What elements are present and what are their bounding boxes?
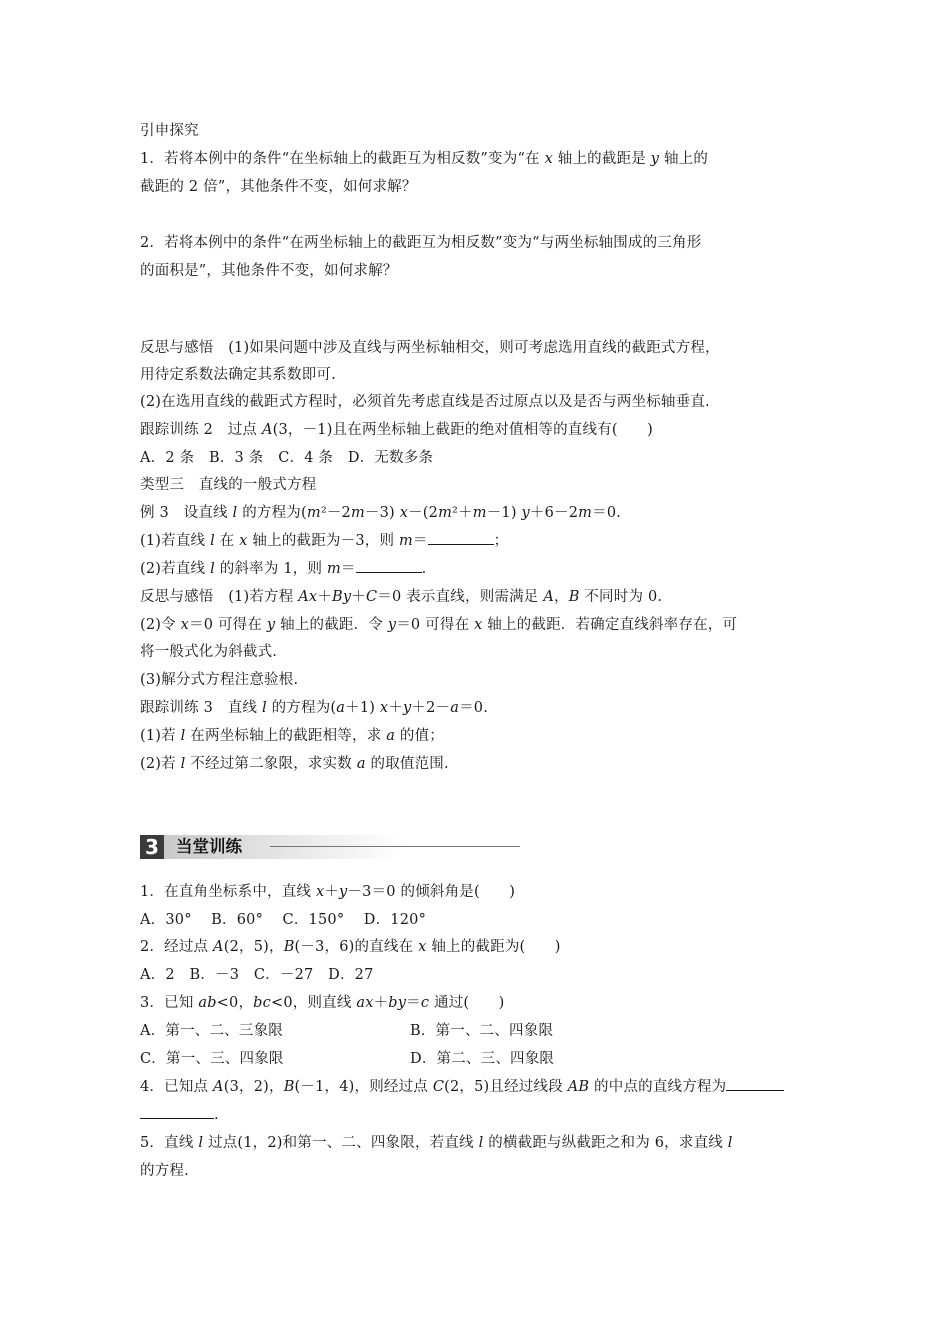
extension-question-1-line-1: 1．若将本例中的条件“在坐标轴上的截距互为相反数”变为“在 x 轴上的截距是 y 轴上的: [140, 151, 709, 167]
answer-blank[interactable]: [726, 1076, 784, 1091]
section-3-header: [140, 835, 525, 859]
extension-title: 引申探究: [140, 123, 199, 139]
answer-blank[interactable]: [428, 530, 494, 545]
practice-question-4: 4．已知点 A(3，2)，B(－1，4)，则经过点 C(2，5)且经过线段 AB 的中点的直线方程为: [140, 1076, 812, 1098]
extension-question-2-line-2: 的面积是”，其他条件不变，如何求解？: [140, 263, 398, 279]
reflection-2-line-4: (3)解分式方程注意验根.: [140, 672, 299, 688]
option-b: B．第一、二、四象限: [410, 1023, 554, 1039]
option-a: A．第一、二、三象限: [140, 1023, 283, 1039]
tracking-exercise-3: 跟踪训练 3 直线 l 的方程为(a＋1) x＋y＋2－a＝0.: [140, 700, 489, 716]
tracking-exercise-3-part-2: (2)若 l 不经过第二象限，求实数 a 的取值范围.: [140, 756, 449, 772]
option-d: D．第二、三、四象限: [410, 1051, 555, 1067]
type-3-heading: 类型三 直线的一般式方程: [140, 477, 317, 493]
reflection-1-line-3: (2)在选用直线的截距式方程时，必须首先考虑直线是否过原点以及是否与两坐标轴垂直.: [140, 394, 710, 410]
reflection-1-line-1: 反思与感悟 (1)如果问题中涉及直线与两坐标轴相交，则可考虑选用直线的截距式方程，: [140, 340, 720, 356]
practice-question-2: 2．经过点 A(2，5)，B(－3，6)的直线在 x 轴上的截距为( ): [140, 939, 561, 955]
answer-blank-continued[interactable]: [140, 1104, 214, 1119]
reflection-2-line-1: 反思与感悟 (1)若方程 Ax＋By＋C＝0 表示直线，则需满足 A，B 不同时为 0.: [140, 589, 663, 605]
practice-question-5: 5．直线 l 过点(1，2)和第一、二、四象限，若直线 l 的横截距与纵截距之和为 6，求直线 l: [140, 1135, 733, 1151]
reflection-1-line-2: 用待定系数法确定其系数即可.: [140, 367, 336, 383]
extension-question-1-line-2: 截距的 2 倍”，其他条件不变，如何求解？: [140, 179, 417, 195]
section-title: 当堂训练: [164, 835, 404, 859]
example-3-part-2: (2)若直线 l 的斜率为 1，则 m＝ .: [140, 558, 812, 580]
tracking-exercise-2-options: A．2 条 B．3 条 C．4 条 D．无数多条: [140, 450, 434, 466]
section-divider: [270, 846, 520, 847]
practice-question-3-options-row-1: [140, 1020, 812, 1042]
reflection-2-line-3: 将一般式化为斜截式.: [140, 644, 278, 660]
tracking-exercise-3-part-1: (1)若 l 在两坐标轴上的截距相等，求 a 的值；: [140, 728, 444, 744]
practice-question-2-options: A．2 B．－3 C．－27 D．27: [140, 967, 374, 983]
tracking-exercise-2: 跟踪训练 2 过点 A(3，－1)且在两坐标轴上截距的绝对值相等的直线有( ): [140, 422, 654, 438]
extension-question-2-line-1: 2．若将本例中的条件“在两坐标轴上的截距互为相反数”变为“与两坐标轴围成的三角形: [140, 235, 702, 251]
practice-question-3-options-row-2: [140, 1048, 812, 1070]
practice-question-3: 3．已知 ab<0，bc<0，则直线 ax＋by＝c 通过( ): [140, 995, 505, 1011]
answer-blank[interactable]: [356, 558, 422, 573]
practice-question-5-line-2: 的方程.: [140, 1163, 189, 1179]
practice-question-4-line-2: .: [140, 1104, 812, 1126]
example-3-part-1: (1)若直线 l 在 x 轴上的截距为－3，则 m＝ ；: [140, 530, 812, 552]
section-number-badge: 3: [140, 835, 164, 859]
practice-question-1-options: A．30° B．60° C．150° D．120°: [140, 912, 427, 928]
example-3-statement: 例 3 设直线 l 的方程为(m²－2m－3) x－(2m²＋m－1) y＋6－2m＝0.: [140, 505, 622, 521]
option-c: C．第一、三、四象限: [140, 1051, 284, 1067]
reflection-2-line-2: (2)令 x＝0 可得在 y 轴上的截距．令 y＝0 可得在 x 轴上的截距．若确定直线斜率存在，可: [140, 617, 738, 633]
practice-question-1: 1．在直角坐标系中，直线 x＋y－3＝0 的倾斜角是( ): [140, 884, 516, 900]
